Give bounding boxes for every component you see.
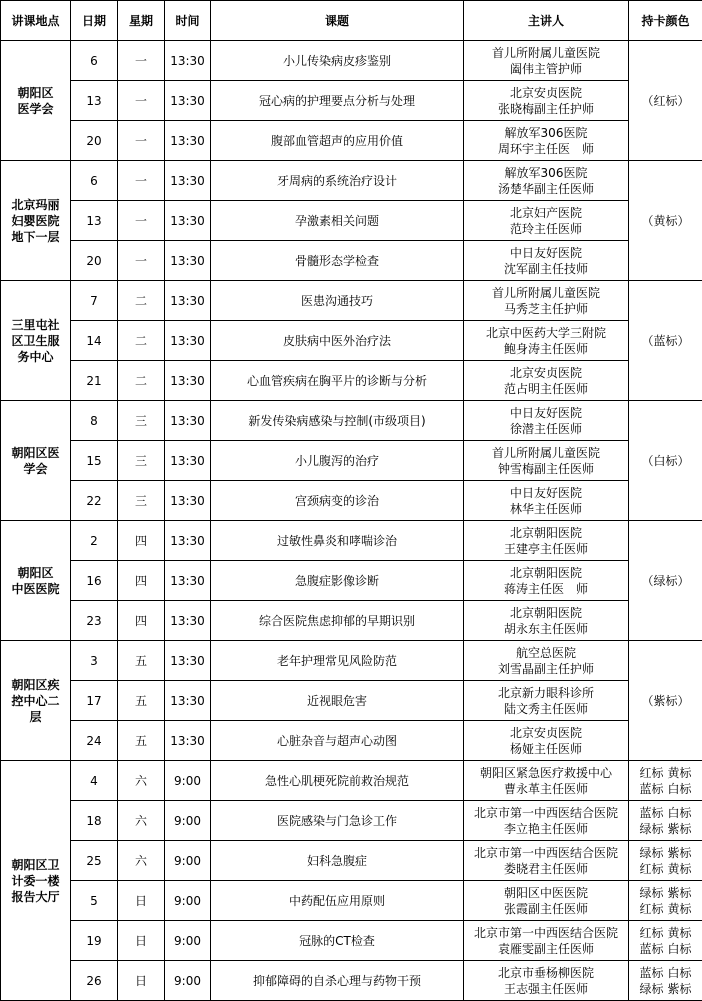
card-color-label: 黄标: [667, 765, 692, 780]
time-cell: 13:30: [165, 481, 211, 521]
weekday-cell: 一: [118, 41, 165, 81]
table-row: [1, 681, 702, 721]
lecturer-cell: [464, 121, 629, 161]
venue-line: 医学会: [17, 101, 54, 116]
day-cell: 24: [71, 721, 118, 761]
table-row: [1, 521, 702, 561]
table-row: [1, 41, 702, 81]
weekday-cell: 五: [118, 681, 165, 721]
table-row: [1, 761, 702, 801]
time-cell: 13:30: [165, 321, 211, 361]
venue-line: 地下一层: [11, 229, 60, 244]
day-cell: 20: [71, 241, 118, 281]
time-cell: 13:30: [165, 641, 211, 681]
weekday-cell: 六: [118, 801, 165, 841]
topic-cell: 近视眼危害: [211, 681, 464, 721]
card-color-row: [629, 765, 702, 781]
card-color-label: 白标: [667, 941, 692, 956]
day-cell: 4: [71, 761, 118, 801]
header-weekday: 星期: [118, 1, 165, 41]
venue-line: 计委一楼: [11, 873, 60, 888]
time-cell: 9:00: [165, 961, 211, 1001]
lecturer-cell: [464, 521, 629, 561]
time-cell: 9:00: [165, 761, 211, 801]
day-cell: 15: [71, 441, 118, 481]
lecturer-cell: [464, 321, 629, 361]
lecturer-hospital: 北京市第一中西医结合医院: [473, 805, 618, 820]
table-row: [1, 121, 702, 161]
weekday-cell: 二: [118, 361, 165, 401]
card-color-cell: （绿标）: [629, 521, 702, 641]
topic-cell: 皮肤病中医外治疗法: [211, 321, 464, 361]
card-color-label: 蓝标: [639, 941, 664, 956]
venue-line: 朝阳区卫: [11, 857, 60, 872]
time-cell: 13:30: [165, 81, 211, 121]
venue-line: 层: [29, 709, 42, 724]
lecturer-cell: [464, 41, 629, 81]
venue-line: 朝阳区疾: [11, 677, 60, 692]
topic-cell: 医患沟通技巧: [211, 281, 464, 321]
topic-cell: 小儿传染病皮疹鉴别: [211, 41, 464, 81]
day-cell: 16: [71, 561, 118, 601]
day-cell: 19: [71, 921, 118, 961]
venue-line: 务中心: [17, 349, 54, 364]
card-color-label: 绿标: [639, 821, 664, 836]
time-cell: 13:30: [165, 721, 211, 761]
lecturer-cell: [464, 161, 629, 201]
lecturer-hospital: 中日友好医院: [509, 245, 582, 260]
weekday-cell: 一: [118, 121, 165, 161]
lecturer-name: 范占明主任医师: [503, 381, 588, 396]
day-cell: 17: [71, 681, 118, 721]
time-cell: 13:30: [165, 361, 211, 401]
lecturer-cell: [464, 361, 629, 401]
table-row: [1, 241, 702, 281]
time-cell: 13:30: [165, 521, 211, 561]
card-color-label: 紫标: [667, 821, 692, 836]
venue-line: 区卫生服: [11, 333, 60, 348]
card-color-cell: （紫标）: [629, 641, 702, 761]
time-cell: 9:00: [165, 841, 211, 881]
card-color-cell: [629, 761, 702, 801]
time-cell: 13:30: [165, 401, 211, 441]
topic-cell: 腹部血管超声的应用价值: [211, 121, 464, 161]
table-row: [1, 601, 702, 641]
time-cell: 9:00: [165, 921, 211, 961]
lecturer-name: 林华主任医师: [509, 501, 582, 516]
schedule-body: [1, 41, 702, 1001]
weekday-cell: 一: [118, 201, 165, 241]
topic-cell: 新发传染病感染与控制(市级项目): [211, 401, 464, 441]
card-color-row: [629, 925, 702, 941]
topic-cell: 医院感染与门急诊工作: [211, 801, 464, 841]
card-color-row: [629, 781, 702, 797]
table-row: [1, 81, 702, 121]
lecturer-hospital: 北京安贞医院: [509, 365, 582, 380]
weekday-cell: 二: [118, 281, 165, 321]
topic-cell: 综合医院焦虑抑郁的早期识别: [211, 601, 464, 641]
lecturer-name: 徐潜主任医师: [509, 421, 582, 436]
venue-line: 朝阳区: [17, 565, 54, 580]
lecturer-name: 刘雪晶副主任护师: [497, 661, 594, 676]
table-row: [1, 961, 702, 1001]
card-color-label: 白标: [667, 805, 692, 820]
header-topic: 课题: [211, 1, 464, 41]
lecturer-name: 袁雁雯副主任医师: [497, 941, 594, 956]
lecturer-name: 曹永革主任医师: [503, 781, 588, 796]
lecturer-cell: [464, 601, 629, 641]
lecturer-cell: [464, 921, 629, 961]
header-time: 时间: [165, 1, 211, 41]
header-day: 日期: [71, 1, 118, 41]
lecturer-hospital: 北京妇产医院: [509, 205, 582, 220]
table-row: [1, 841, 702, 881]
lecturer-hospital: 北京朝阳医院: [509, 525, 582, 540]
lecturer-name: 陆文秀主任医师: [503, 701, 588, 716]
header-lecturer: 主讲人: [464, 1, 629, 41]
venue-line: 妇婴医院: [11, 213, 60, 228]
card-color-cell: （蓝标）: [629, 281, 702, 401]
card-color-label: 黄标: [667, 925, 692, 940]
lecturer-cell: [464, 681, 629, 721]
time-cell: 13:30: [165, 201, 211, 241]
lecturer-hospital: 解放军306医院: [504, 165, 588, 180]
header-card-color: 持卡颜色: [629, 1, 702, 41]
lecturer-cell: [464, 881, 629, 921]
day-cell: 8: [71, 401, 118, 441]
weekday-cell: 日: [118, 881, 165, 921]
day-cell: 6: [71, 161, 118, 201]
time-cell: 13:30: [165, 681, 211, 721]
card-color-row: [629, 941, 702, 957]
day-cell: 18: [71, 801, 118, 841]
weekday-cell: 六: [118, 761, 165, 801]
lecturer-hospital: 首儿所附属儿童医院: [491, 285, 600, 300]
venue-cell: [1, 641, 71, 761]
time-cell: 9:00: [165, 801, 211, 841]
venue-cell: [1, 41, 71, 161]
table-row: [1, 441, 702, 481]
weekday-cell: 三: [118, 481, 165, 521]
weekday-cell: 一: [118, 161, 165, 201]
time-cell: 13:30: [165, 121, 211, 161]
lecturer-hospital: 首儿所附属儿童医院: [491, 45, 600, 60]
lecturer-cell: [464, 961, 629, 1001]
topic-cell: 中药配伍应用原则: [211, 881, 464, 921]
lecturer-cell: [464, 841, 629, 881]
time-cell: 13:30: [165, 241, 211, 281]
card-color-row: [629, 981, 702, 997]
venue-line: 朝阳区: [17, 85, 54, 100]
card-color-label: 蓝标: [639, 805, 664, 820]
venue-line: 三里屯社: [11, 317, 60, 332]
lecturer-cell: [464, 801, 629, 841]
table-row: [1, 801, 702, 841]
lecturer-hospital: 朝阳区紧急医疗救援中心: [479, 765, 612, 780]
time-cell: 13:30: [165, 281, 211, 321]
table-row: [1, 561, 702, 601]
table-row: [1, 881, 702, 921]
topic-cell: 心血管疾病在胸平片的诊断与分析: [211, 361, 464, 401]
lecturer-hospital: 航空总医院: [515, 645, 576, 660]
lecturer-cell: [464, 761, 629, 801]
card-color-row: [629, 965, 702, 981]
card-color-cell: [629, 881, 702, 921]
time-cell: 13:30: [165, 441, 211, 481]
day-cell: 6: [71, 41, 118, 81]
lecturer-name: 王志强主任医师: [503, 981, 588, 996]
lecturer-name: 阖伟主管护师: [509, 61, 582, 76]
lecturer-name: 鲍身涛主任医师: [503, 341, 588, 356]
lecturer-name: 马秀芝主任护师: [503, 301, 588, 316]
table-row: [1, 481, 702, 521]
lecturer-hospital: 北京朝阳医院: [509, 565, 582, 580]
table-row: [1, 641, 702, 681]
lecturer-cell: [464, 201, 629, 241]
lecturer-name: 张晓梅副主任护师: [497, 101, 594, 116]
card-color-row: [629, 805, 702, 821]
header-row: [1, 1, 702, 41]
lecturer-name: 杨娅主任医师: [509, 741, 582, 756]
time-cell: 9:00: [165, 881, 211, 921]
lecturer-hospital: 解放军306医院: [504, 125, 588, 140]
card-color-label: 蓝标: [639, 965, 664, 980]
card-color-label: 白标: [667, 781, 692, 796]
lecturer-cell: [464, 721, 629, 761]
lecturer-cell: [464, 81, 629, 121]
day-cell: 21: [71, 361, 118, 401]
venue-line: 中医医院: [11, 581, 60, 596]
day-cell: 22: [71, 481, 118, 521]
time-cell: 13:30: [165, 161, 211, 201]
lecturer-cell: [464, 241, 629, 281]
topic-cell: 牙周病的系统治疗设计: [211, 161, 464, 201]
venue-line: 控中心二: [11, 693, 60, 708]
card-color-cell: [629, 921, 702, 961]
lecturer-name: 胡永东主任医师: [503, 621, 588, 636]
day-cell: 26: [71, 961, 118, 1001]
weekday-cell: 五: [118, 641, 165, 681]
lecturer-hospital: 首儿所附属儿童医院: [491, 445, 600, 460]
lecturer-cell: [464, 281, 629, 321]
topic-cell: 急腹症影像诊断: [211, 561, 464, 601]
table-row: [1, 721, 702, 761]
weekday-cell: 日: [118, 961, 165, 1001]
card-color-row: [629, 901, 702, 917]
lecturer-hospital: 北京新力眼科诊所: [497, 685, 594, 700]
table-row: [1, 281, 702, 321]
card-color-row: [629, 885, 702, 901]
weekday-cell: 四: [118, 561, 165, 601]
card-color-label: 白标: [667, 965, 692, 980]
lecturer-hospital: 北京市第一中西医结合医院: [473, 845, 618, 860]
lecturer-name: 娄晓君主任医师: [503, 861, 588, 876]
card-color-cell: [629, 801, 702, 841]
lecturer-name: 张霞副主任医师: [503, 901, 588, 916]
time-cell: 13:30: [165, 601, 211, 641]
card-color-label: 绿标: [639, 885, 664, 900]
lecturer-name: 王建亭主任医师: [503, 541, 588, 556]
lecturer-name: 李立艳主任医师: [503, 821, 588, 836]
card-color-label: 黄标: [667, 861, 692, 876]
lecturer-cell: [464, 441, 629, 481]
lecturer-hospital: 北京中医药大学三附院: [485, 325, 606, 340]
lecturer-cell: [464, 401, 629, 441]
lecturer-cell: [464, 641, 629, 681]
weekday-cell: 日: [118, 921, 165, 961]
card-color-label: 黄标: [667, 901, 692, 916]
day-cell: 2: [71, 521, 118, 561]
topic-cell: 冠心病的护理要点分析与处理: [211, 81, 464, 121]
day-cell: 25: [71, 841, 118, 881]
card-color-cell: （红标）: [629, 41, 702, 161]
topic-cell: 小儿腹泻的治疗: [211, 441, 464, 481]
lecturer-hospital: 北京安贞医院: [509, 725, 582, 740]
lecturer-name: 周环宇主任医 师: [497, 141, 594, 156]
lecturer-hospital: 朝阳区中医医院: [503, 885, 588, 900]
lecturer-cell: [464, 561, 629, 601]
weekday-cell: 四: [118, 521, 165, 561]
lecturer-name: 钟雪梅副主任医师: [497, 461, 594, 476]
weekday-cell: 一: [118, 241, 165, 281]
lecturer-hospital: 中日友好医院: [509, 485, 582, 500]
venue-line: 朝阳区医: [11, 445, 60, 460]
lecturer-name: 范玲主任医师: [509, 221, 582, 236]
day-cell: 23: [71, 601, 118, 641]
lecturer-hospital: 北京朝阳医院: [509, 605, 582, 620]
topic-cell: 老年护理常见风险防范: [211, 641, 464, 681]
topic-cell: 宫颈病变的诊治: [211, 481, 464, 521]
topic-cell: 抑郁障碍的自杀心理与药物干预: [211, 961, 464, 1001]
card-color-label: 红标: [639, 765, 664, 780]
venue-cell: [1, 161, 71, 281]
card-color-row: [629, 845, 702, 861]
card-color-cell: [629, 841, 702, 881]
venue-cell: [1, 281, 71, 401]
header-venue: 讲课地点: [1, 1, 71, 41]
card-color-label: 绿标: [639, 981, 664, 996]
weekday-cell: 二: [118, 321, 165, 361]
topic-cell: 急性心肌梗死院前救治规范: [211, 761, 464, 801]
card-color-label: 蓝标: [639, 781, 664, 796]
time-cell: 13:30: [165, 41, 211, 81]
card-color-label: 紫标: [667, 981, 692, 996]
venue-cell: [1, 401, 71, 521]
day-cell: 13: [71, 201, 118, 241]
card-color-label: 绿标: [639, 845, 664, 860]
card-color-label: 红标: [639, 901, 664, 916]
card-color-cell: （白标）: [629, 401, 702, 521]
topic-cell: 骨髓形态学检查: [211, 241, 464, 281]
weekday-cell: 五: [118, 721, 165, 761]
venue-cell: [1, 761, 71, 1001]
lecturer-name: 蒋涛主任医 师: [503, 581, 588, 596]
time-cell: 13:30: [165, 561, 211, 601]
card-color-label: 红标: [639, 925, 664, 940]
weekday-cell: 三: [118, 401, 165, 441]
card-color-label: 紫标: [667, 885, 692, 900]
card-color-cell: （黄标）: [629, 161, 702, 281]
weekday-cell: 六: [118, 841, 165, 881]
topic-cell: 孕激素相关问题: [211, 201, 464, 241]
weekday-cell: 三: [118, 441, 165, 481]
card-color-row: [629, 821, 702, 837]
lecturer-cell: [464, 481, 629, 521]
topic-cell: 冠脉的CT检查: [211, 921, 464, 961]
lecturer-hospital: 中日友好医院: [509, 405, 582, 420]
lecturer-hospital: 北京市第一中西医结合医院: [473, 925, 618, 940]
table-row: [1, 361, 702, 401]
venue-line: 北京玛丽: [11, 197, 60, 212]
table-row: [1, 921, 702, 961]
topic-cell: 过敏性鼻炎和哮喘诊治: [211, 521, 464, 561]
day-cell: 3: [71, 641, 118, 681]
card-color-label: 紫标: [667, 845, 692, 860]
venue-line: 学会: [23, 461, 48, 476]
weekday-cell: 一: [118, 81, 165, 121]
lecturer-name: 汤楚华副主任医师: [497, 181, 594, 196]
card-color-row: [629, 861, 702, 877]
table-row: [1, 401, 702, 441]
table-row: [1, 321, 702, 361]
topic-cell: 心脏杂音与超声心动图: [211, 721, 464, 761]
day-cell: 20: [71, 121, 118, 161]
card-color-label: 红标: [639, 861, 664, 876]
lecturer-hospital: 北京安贞医院: [509, 85, 582, 100]
day-cell: 7: [71, 281, 118, 321]
day-cell: 13: [71, 81, 118, 121]
day-cell: 5: [71, 881, 118, 921]
lecturer-name: 沈军副主任技师: [503, 261, 588, 276]
card-color-cell: [629, 961, 702, 1001]
day-cell: 14: [71, 321, 118, 361]
venue-line: 报告大厅: [11, 889, 60, 904]
topic-cell: 妇科急腹症: [211, 841, 464, 881]
table-row: [1, 161, 702, 201]
weekday-cell: 四: [118, 601, 165, 641]
lecturer-hospital: 北京市垂杨柳医院: [497, 965, 594, 980]
venue-cell: [1, 521, 71, 641]
table-row: [1, 201, 702, 241]
